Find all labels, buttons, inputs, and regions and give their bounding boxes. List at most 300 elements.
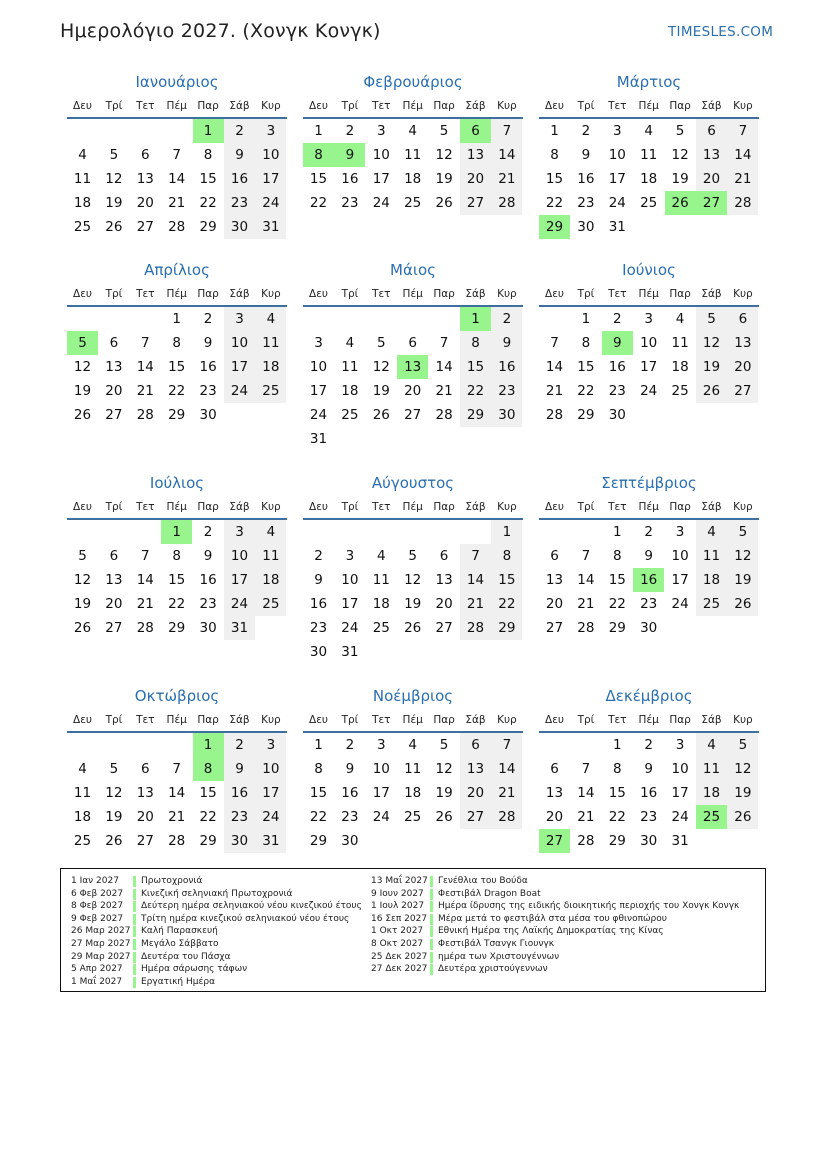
holiday-marker xyxy=(430,964,433,975)
weekday-label: Παρ xyxy=(197,288,219,300)
weekday-label: Παρ xyxy=(433,714,455,726)
day-cell: 21 xyxy=(727,167,758,191)
day-cell: 5 xyxy=(696,307,727,331)
weekday-label: Τρί xyxy=(577,288,595,300)
holiday-date: 27 Μαρ 2027 xyxy=(71,938,131,949)
day-cell: 4 xyxy=(408,123,417,139)
day-cell: 23 xyxy=(224,191,255,215)
day-cell: 14 xyxy=(460,568,491,592)
day-cell: 18 xyxy=(73,195,92,211)
day-cell: 24 xyxy=(309,407,328,423)
day-cell: 19 xyxy=(73,596,92,612)
weekday-label: Δευ xyxy=(545,100,564,112)
day-cell: 3 xyxy=(314,335,323,351)
weekday-label: Παρ xyxy=(433,100,455,112)
day-cell: 13 xyxy=(460,757,491,781)
day-cell: 25 xyxy=(341,407,359,423)
day-cell: 8 xyxy=(613,548,622,564)
holiday-marker xyxy=(133,977,136,988)
day-cell: 7 xyxy=(172,761,181,777)
day-cell: 23 xyxy=(341,195,359,211)
day-cell: 27 xyxy=(105,620,123,636)
weekday-label: Δευ xyxy=(73,714,92,726)
holiday-date: 8 Φεβ 2027 xyxy=(71,901,124,912)
holiday-day-cell: 6 xyxy=(460,119,491,143)
day-cell: 27 xyxy=(545,620,564,636)
day-cell: 9 xyxy=(581,147,591,163)
day-cell: 26 xyxy=(696,379,727,403)
weekday-label: Πέμ xyxy=(402,714,423,726)
day-cell: 23 xyxy=(199,596,217,612)
weekday-label: Σάβ xyxy=(701,288,722,300)
weekday-label: Πέμ xyxy=(638,288,659,300)
day-cell: 16 xyxy=(224,781,255,805)
day-cell: 21 xyxy=(435,383,453,399)
day-cell: 1 xyxy=(314,737,323,753)
day-cell: 24 xyxy=(341,620,359,636)
weekday-label: Τετ xyxy=(372,288,391,300)
day-cell: 28 xyxy=(491,191,522,215)
day-cell: 30 xyxy=(224,829,255,853)
day-cell: 25 xyxy=(372,620,390,636)
holiday-date: 8 Οκτ 2027 xyxy=(371,938,424,949)
day-cell: 7 xyxy=(491,733,522,757)
day-cell: 21 xyxy=(491,781,522,805)
day-cell: 9 xyxy=(224,143,255,167)
day-cell: 7 xyxy=(491,119,522,143)
day-cell: 5 xyxy=(727,733,758,757)
day-cell: 18 xyxy=(696,568,727,592)
day-cell: 4 xyxy=(345,335,355,351)
day-cell: 27 xyxy=(727,379,758,403)
holiday-date: 6 Φεβ 2027 xyxy=(71,888,124,899)
day-cell: 22 xyxy=(309,809,328,825)
weekday-label: Δευ xyxy=(309,501,328,513)
day-cell: 23 xyxy=(224,805,255,829)
day-cell: 26 xyxy=(372,407,390,423)
weekday-label: Τετ xyxy=(372,100,391,112)
day-cell: 30 xyxy=(309,644,328,660)
weekday-label: Σάβ xyxy=(229,288,250,300)
day-cell: 16 xyxy=(491,355,522,379)
day-cell: 14 xyxy=(168,785,186,801)
day-cell: 13 xyxy=(136,171,154,187)
weekday-label: Σάβ xyxy=(229,501,250,513)
month-name: Απρίλιος xyxy=(144,261,210,279)
day-cell: 12 xyxy=(73,572,92,588)
day-cell: 5 xyxy=(675,123,685,139)
day-cell: 28 xyxy=(460,616,491,640)
day-cell: 7 xyxy=(460,544,491,568)
weekday-label: Δευ xyxy=(545,288,564,300)
holiday-marker xyxy=(430,901,433,912)
day-cell: 19 xyxy=(435,785,453,801)
day-cell: 28 xyxy=(577,620,595,636)
day-cell: 20 xyxy=(136,195,154,211)
day-cell: 15 xyxy=(199,785,217,801)
day-cell: 10 xyxy=(224,544,255,568)
day-cell: 18 xyxy=(696,781,727,805)
day-cell: 15 xyxy=(168,572,186,588)
weekday-header xyxy=(303,501,523,519)
weekday-label: Τετ xyxy=(608,501,627,513)
day-cell: 28 xyxy=(136,407,154,423)
weekday-label: Τετ xyxy=(136,288,155,300)
day-cell: 24 xyxy=(224,592,255,616)
day-cell: 25 xyxy=(671,383,689,399)
day-cell: 14 xyxy=(577,572,595,588)
day-cell: 25 xyxy=(404,809,422,825)
day-cell: 17 xyxy=(309,383,328,399)
day-cell: 6 xyxy=(109,548,119,564)
day-cell: 12 xyxy=(105,785,123,801)
day-cell: 8 xyxy=(172,335,181,351)
day-cell: 21 xyxy=(545,383,564,399)
day-cell: 21 xyxy=(460,592,491,616)
day-cell: 10 xyxy=(372,147,390,163)
weekday-label: Παρ xyxy=(669,501,691,513)
holiday-day-cell: 8 xyxy=(303,143,334,167)
day-cell: 4 xyxy=(78,147,87,163)
weekday-label: Σάβ xyxy=(701,714,722,726)
day-cell: 14 xyxy=(435,359,453,375)
day-cell: 30 xyxy=(199,407,217,423)
day-cell: 2 xyxy=(613,311,622,327)
day-cell: 18 xyxy=(640,171,658,187)
day-cell: 20 xyxy=(727,355,758,379)
day-cell: 27 xyxy=(435,620,453,636)
day-cell: 23 xyxy=(309,620,328,636)
holiday-date: 25 Δεκ 2027 xyxy=(371,951,428,962)
day-cell: 20 xyxy=(136,809,154,825)
day-cell: 24 xyxy=(671,596,689,612)
weekday-label: Τρί xyxy=(577,501,595,513)
day-cell: 26 xyxy=(435,809,453,825)
day-cell: 11 xyxy=(73,171,92,187)
day-cell: 11 xyxy=(696,544,727,568)
holiday-name: Ημέρα σάρωσης τάφων xyxy=(141,964,248,975)
weekday-header xyxy=(539,288,759,306)
holiday-marker xyxy=(133,901,136,912)
weekday-header xyxy=(67,501,287,519)
day-cell: 22 xyxy=(608,596,626,612)
holiday-date: 27 Δεκ 2027 xyxy=(371,964,428,975)
holiday-date: 9 Ιουν 2027 xyxy=(371,888,424,899)
day-cell: 17 xyxy=(671,572,689,588)
day-cell: 27 xyxy=(136,833,154,849)
weekday-label: Τρί xyxy=(341,100,359,112)
day-cell: 24 xyxy=(671,809,689,825)
day-cell: 20 xyxy=(404,383,422,399)
weekday-label: Τρί xyxy=(577,100,595,112)
holiday-name: Φεστιβάλ Τσανγκ Γιουνγκ xyxy=(438,938,555,949)
day-cell: 4 xyxy=(255,520,286,544)
day-cell: 16 xyxy=(341,171,359,187)
holiday-name: Ημέρα ίδρυσης της ειδικής διοικητικής περιοχής του Χονγκ Κονγκ xyxy=(438,901,740,912)
day-cell: 20 xyxy=(545,596,564,612)
weekday-label: Σάβ xyxy=(229,100,250,112)
day-cell: 13 xyxy=(105,572,123,588)
holiday-date: 16 Σεπ 2027 xyxy=(371,913,428,924)
holiday-day-cell: 1 xyxy=(460,307,491,331)
day-cell: 21 xyxy=(136,596,154,612)
weekday-label: Τρί xyxy=(341,501,359,513)
day-cell: 20 xyxy=(105,383,123,399)
weekday-label: Τετ xyxy=(372,714,391,726)
day-cell: 13 xyxy=(545,785,564,801)
holiday-name: Γενέθλια του Βούδα xyxy=(438,876,528,886)
day-cell: 1 xyxy=(491,520,522,544)
day-cell: 23 xyxy=(608,383,626,399)
holiday-name: Δευτέρα του Πάσχα xyxy=(141,951,231,962)
day-cell: 29 xyxy=(491,616,522,640)
day-cell: 30 xyxy=(224,215,255,239)
day-cell: 6 xyxy=(439,548,449,564)
day-cell: 14 xyxy=(545,359,564,375)
day-cell: 5 xyxy=(78,548,87,564)
holiday-date: 1 Ιαν 2027 xyxy=(71,876,119,886)
day-cell: 22 xyxy=(168,596,186,612)
day-cell: 6 xyxy=(696,119,727,143)
day-cell: 3 xyxy=(377,123,386,139)
day-cell: 25 xyxy=(73,833,92,849)
weekday-header xyxy=(67,288,287,306)
day-cell: 16 xyxy=(199,572,217,588)
day-cell: 19 xyxy=(105,809,123,825)
day-cell: 26 xyxy=(435,195,453,211)
weekday-label: Κυρ xyxy=(733,501,753,513)
site-link[interactable]: TIMESLES.COM xyxy=(668,24,774,40)
day-cell: 7 xyxy=(141,335,150,351)
holiday-marker xyxy=(133,964,136,975)
day-cell: 19 xyxy=(727,568,758,592)
day-cell: 17 xyxy=(255,167,286,191)
day-cell: 3 xyxy=(255,119,286,143)
holiday-marker xyxy=(430,889,433,900)
day-cell: 11 xyxy=(671,335,689,351)
day-cell: 10 xyxy=(224,331,255,355)
day-cell: 28 xyxy=(168,833,186,849)
day-cell: 15 xyxy=(309,171,328,187)
day-cell: 4 xyxy=(696,733,727,757)
weekday-label: Δευ xyxy=(73,501,92,513)
day-cell: 2 xyxy=(203,524,213,540)
holiday-day-cell: 13 xyxy=(397,355,428,379)
day-cell: 29 xyxy=(460,403,491,427)
weekday-label: Κυρ xyxy=(733,288,753,300)
holiday-date: 1 Οκτ 2027 xyxy=(371,926,424,937)
day-cell: 26 xyxy=(404,620,422,636)
day-cell: 4 xyxy=(255,307,286,331)
holiday-name: Μεγάλο Σάββατο xyxy=(141,938,219,949)
weekday-label: Σάβ xyxy=(701,501,722,513)
day-cell: 16 xyxy=(224,167,255,191)
holiday-marker xyxy=(133,939,136,950)
holiday-marker xyxy=(133,889,136,900)
weekday-header xyxy=(303,714,523,732)
day-cell: 30 xyxy=(640,833,658,849)
day-cell: 27 xyxy=(460,805,491,829)
day-cell: 3 xyxy=(644,311,653,327)
day-cell: 31 xyxy=(224,616,255,640)
day-cell: 25 xyxy=(255,379,286,403)
day-cell: 13 xyxy=(435,572,453,588)
day-cell: 22 xyxy=(577,383,595,399)
day-cell: 3 xyxy=(224,307,255,331)
day-cell: 12 xyxy=(404,572,422,588)
weekday-label: Δευ xyxy=(545,501,564,513)
day-cell: 4 xyxy=(78,761,87,777)
day-cell: 13 xyxy=(105,359,123,375)
holiday-marker xyxy=(430,926,433,937)
weekday-label: Τρί xyxy=(341,288,359,300)
day-cell: 20 xyxy=(545,809,564,825)
day-cell: 8 xyxy=(550,147,559,163)
day-cell: 18 xyxy=(341,383,359,399)
day-cell: 2 xyxy=(644,737,653,753)
day-cell: 28 xyxy=(491,805,522,829)
day-cell: 6 xyxy=(408,335,417,351)
day-cell: 8 xyxy=(203,147,213,163)
weekday-label: Πέμ xyxy=(402,501,423,513)
month-name: Μάρτιος xyxy=(616,73,682,91)
holiday-marker xyxy=(133,914,136,925)
day-cell: 10 xyxy=(372,761,390,777)
weekday-label: Πέμ xyxy=(638,501,659,513)
weekday-label: Κυρ xyxy=(497,714,517,726)
weekday-label: Παρ xyxy=(197,714,219,726)
day-cell: 14 xyxy=(491,757,522,781)
day-cell: 8 xyxy=(613,761,622,777)
day-cell: 3 xyxy=(224,520,255,544)
day-cell: 12 xyxy=(727,757,758,781)
day-cell: 26 xyxy=(105,833,123,849)
weekday-label: Τρί xyxy=(105,288,123,300)
holiday-name: Καλή Παρασκευή xyxy=(141,926,218,937)
page-title: Ημερολόγιο 2027. (Χονγκ Κονγκ) xyxy=(60,20,381,42)
weekday-header xyxy=(303,100,523,118)
day-cell: 17 xyxy=(640,359,658,375)
day-cell: 7 xyxy=(581,761,591,777)
weekday-label: Σάβ xyxy=(465,288,486,300)
day-cell: 11 xyxy=(696,757,727,781)
day-cell: 27 xyxy=(404,407,422,423)
holiday-day-cell: 9 xyxy=(334,143,365,167)
day-cell: 25 xyxy=(640,195,658,211)
day-cell: 7 xyxy=(550,335,559,351)
day-cell: 17 xyxy=(372,171,390,187)
day-cell: 1 xyxy=(613,737,622,753)
day-cell: 2 xyxy=(345,123,355,139)
day-cell: 7 xyxy=(439,335,449,351)
day-cell: 3 xyxy=(377,737,386,753)
day-cell: 11 xyxy=(404,147,422,163)
day-cell: 11 xyxy=(255,331,286,355)
holiday-marker xyxy=(430,876,433,887)
day-cell: 23 xyxy=(577,195,595,211)
day-cell: 4 xyxy=(377,548,386,564)
day-cell: 25 xyxy=(404,195,422,211)
day-cell: 15 xyxy=(199,171,217,187)
day-cell: 22 xyxy=(309,195,328,211)
day-cell: 8 xyxy=(460,331,491,355)
weekday-label: Τετ xyxy=(608,100,627,112)
day-cell: 21 xyxy=(577,596,595,612)
weekday-label: Παρ xyxy=(669,288,691,300)
holiday-day-cell: 1 xyxy=(193,119,224,143)
day-cell: 10 xyxy=(640,335,658,351)
month-name: Ιανουάριος xyxy=(135,73,219,91)
weekday-label: Κυρ xyxy=(261,501,281,513)
day-cell: 21 xyxy=(168,809,186,825)
weekday-label: Σάβ xyxy=(465,714,486,726)
weekday-label: Πέμ xyxy=(166,100,187,112)
holiday-date: 26 Μαρ 2027 xyxy=(71,926,131,937)
day-cell: 9 xyxy=(224,757,255,781)
day-cell: 28 xyxy=(168,219,186,235)
day-cell: 18 xyxy=(404,171,422,187)
day-cell: 29 xyxy=(577,407,595,423)
holiday-day-cell: 1 xyxy=(193,733,224,757)
holiday-day-cell: 9 xyxy=(602,331,633,355)
day-cell: 3 xyxy=(675,524,685,540)
day-cell: 13 xyxy=(696,143,727,167)
day-cell: 28 xyxy=(136,620,154,636)
day-cell: 6 xyxy=(460,733,491,757)
holiday-date: 29 Μαρ 2027 xyxy=(71,951,131,962)
day-cell: 12 xyxy=(435,147,453,163)
day-cell: 22 xyxy=(608,809,626,825)
weekday-label: Δευ xyxy=(73,288,92,300)
day-cell: 10 xyxy=(671,761,689,777)
weekday-label: Κυρ xyxy=(261,288,281,300)
day-cell: 19 xyxy=(435,171,453,187)
day-cell: 8 xyxy=(314,761,323,777)
day-cell: 24 xyxy=(255,191,286,215)
day-cell: 28 xyxy=(577,833,595,849)
day-cell: 4 xyxy=(696,520,727,544)
day-cell: 10 xyxy=(608,147,626,163)
day-cell: 23 xyxy=(341,809,359,825)
day-cell: 4 xyxy=(675,311,685,327)
holiday-marker xyxy=(133,876,136,887)
weekday-header xyxy=(67,714,287,732)
day-cell: 1 xyxy=(550,123,559,139)
day-cell: 14 xyxy=(136,572,154,588)
holiday-legend xyxy=(60,868,766,992)
weekday-header xyxy=(539,100,759,118)
day-cell: 15 xyxy=(608,785,626,801)
day-cell: 20 xyxy=(105,596,123,612)
day-cell: 11 xyxy=(404,761,422,777)
weekday-label: Πέμ xyxy=(402,100,423,112)
day-cell: 29 xyxy=(608,833,626,849)
day-cell: 18 xyxy=(255,568,286,592)
day-cell: 12 xyxy=(73,359,92,375)
day-cell: 15 xyxy=(608,572,626,588)
day-cell: 28 xyxy=(727,191,758,215)
holiday-day-cell: 26 xyxy=(665,191,696,215)
holiday-name: Κινεζική σεληνιακή Πρωτοχρονιά xyxy=(141,888,293,899)
weekday-label: Πέμ xyxy=(402,288,423,300)
weekday-label: Δευ xyxy=(545,714,564,726)
month-name: Οκτώβριος xyxy=(134,687,220,705)
day-cell: 15 xyxy=(491,568,522,592)
day-cell: 22 xyxy=(491,592,522,616)
weekday-label: Τρί xyxy=(105,501,123,513)
day-cell: 21 xyxy=(168,195,186,211)
day-cell: 2 xyxy=(345,737,355,753)
